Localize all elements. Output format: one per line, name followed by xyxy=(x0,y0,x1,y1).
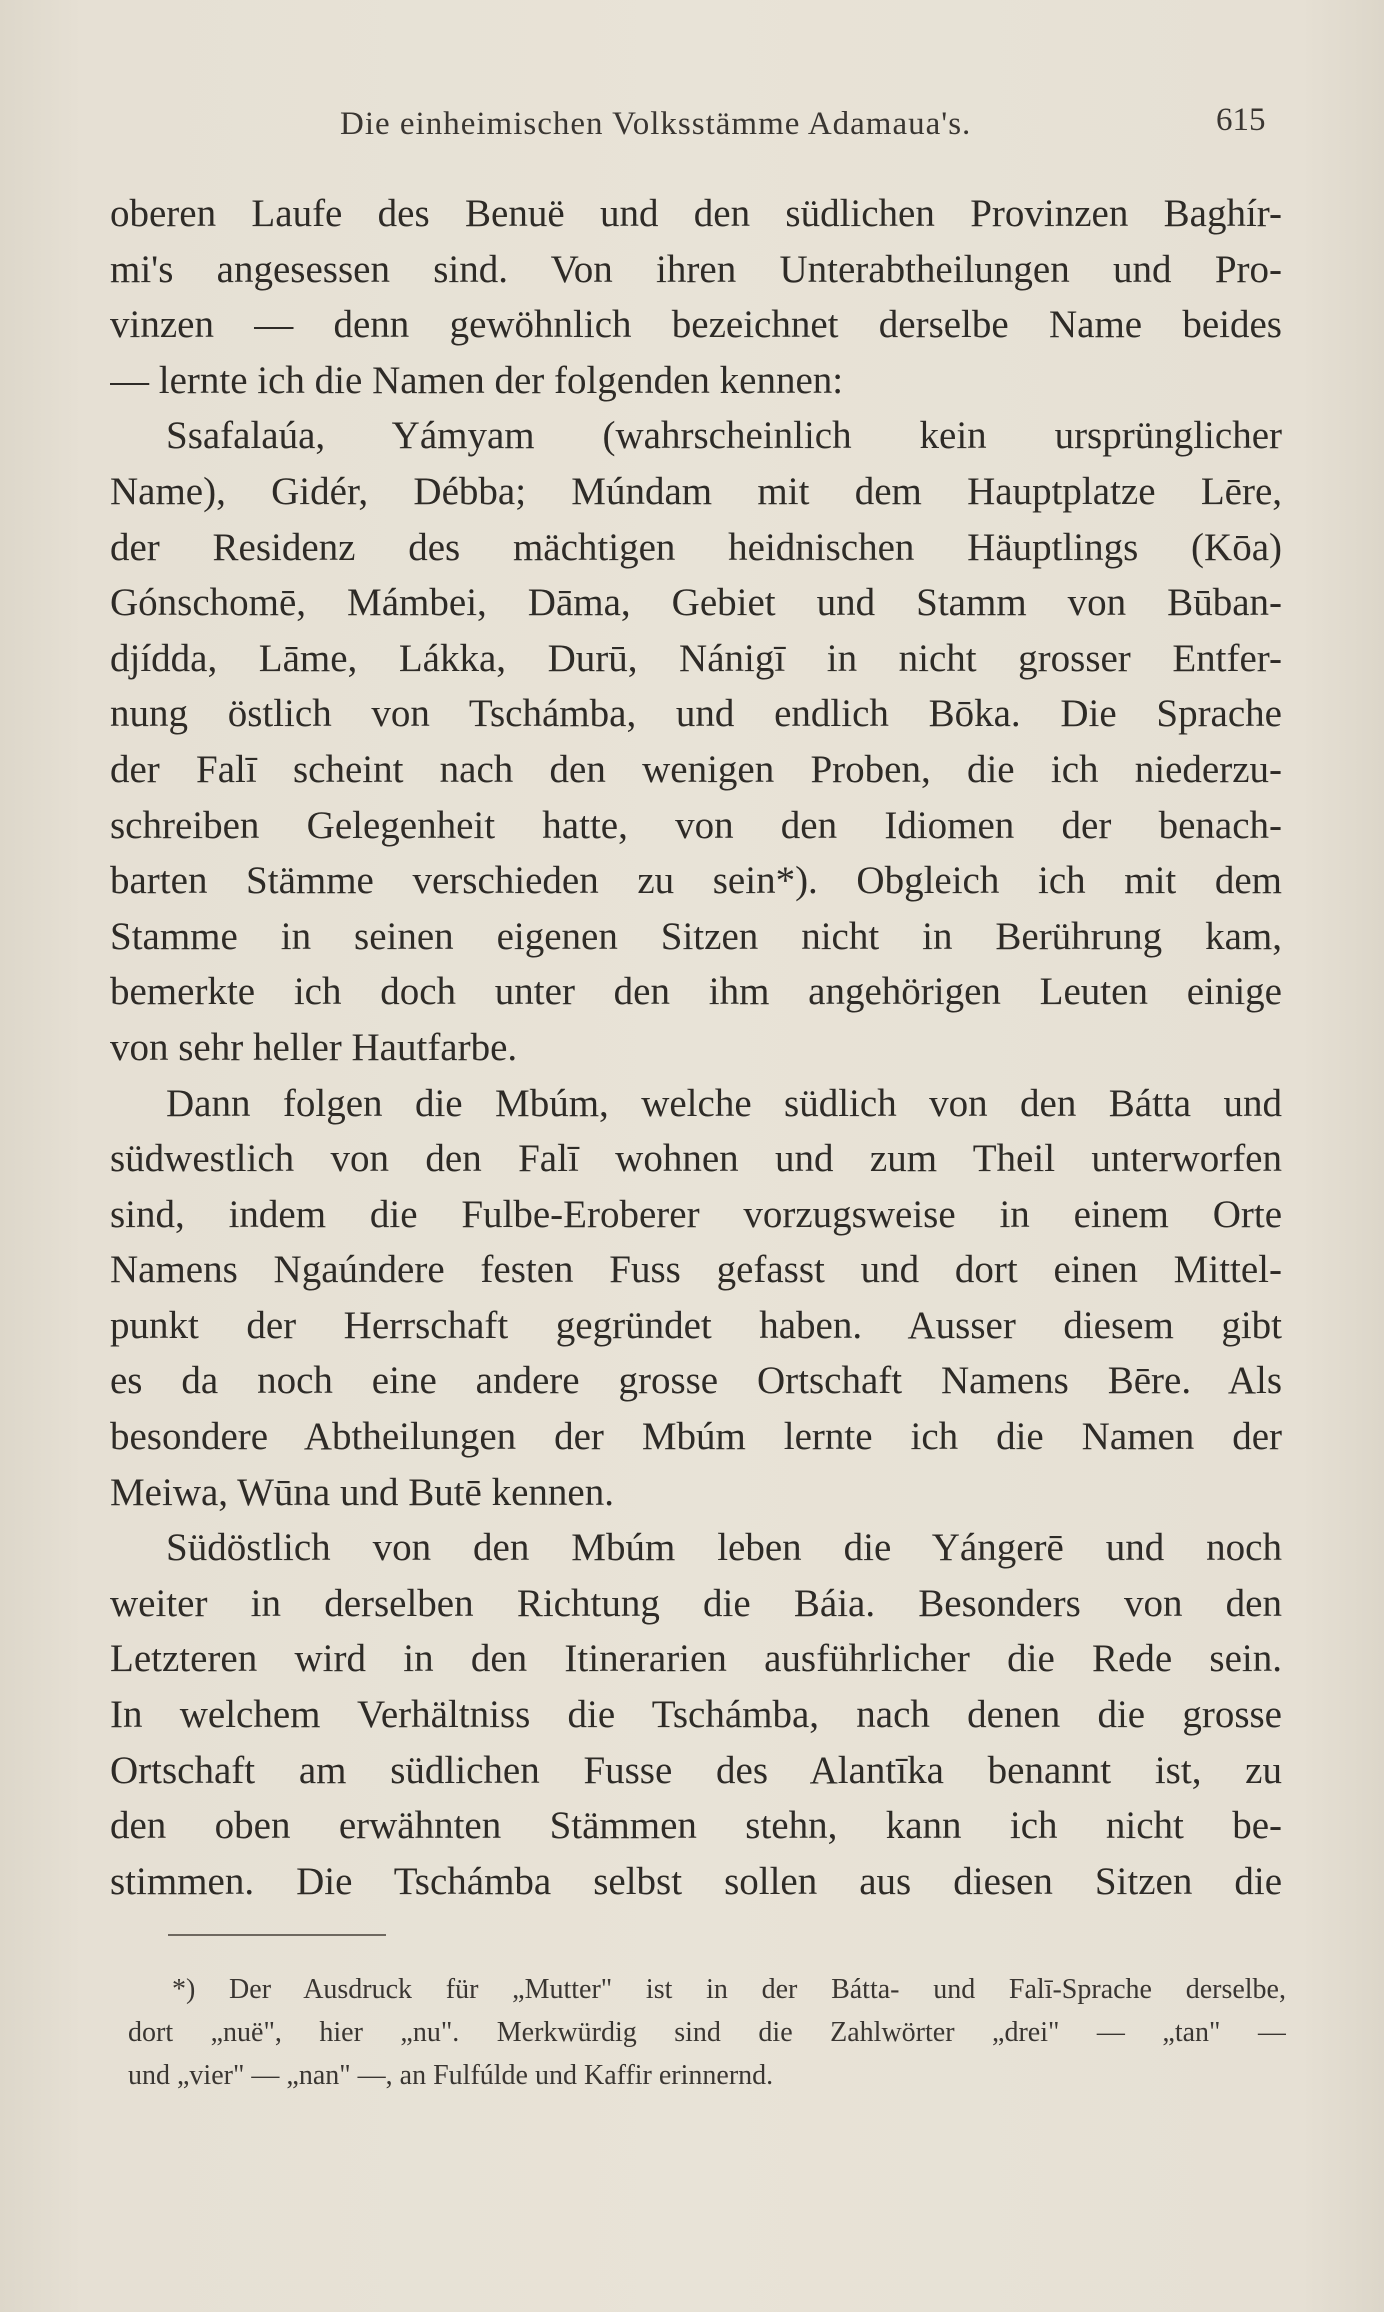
text-line: barten Stämme verschieden zu sein*). Obgleich ich mit dem xyxy=(110,859,1282,903)
text-line: In welchem Verhältniss die Tschámba, nach denen die grosse xyxy=(110,1693,1282,1737)
text-line: djídda, Lāme, Lákka, Durū, Nánigī in nicht grosser Entfer- xyxy=(110,636,1282,680)
text-line: schreiben Gelegenheit hatte, von den Idiomen der benach- xyxy=(110,803,1282,847)
text-line: besondere Abtheilungen der Mbúm lernte ich die Namen der xyxy=(110,1415,1282,1459)
text-line: Südöstlich von den Mbúm leben die Yángerē und noch xyxy=(166,1526,1282,1570)
text-line: von sehr heller Hautfarbe. xyxy=(110,1025,518,1069)
page-number: 615 xyxy=(1216,102,1266,138)
text-line: Ssafalaúa, Yámyam (wahrscheinlich kein ursprünglicher xyxy=(166,414,1282,458)
text-line: der Falī scheint nach den wenigen Proben, die ich niederzu- xyxy=(110,747,1282,791)
text-line: Stamme in seinen eigenen Sitzen nicht in Berührung kam, xyxy=(110,914,1282,958)
text-line: südwestlich von den Falī wohnen und zum Theil unterworfen xyxy=(110,1137,1282,1181)
footnote xyxy=(128,1968,1286,2097)
text-line: oberen Laufe des Benuë und den südlichen Provinzen Baghír- xyxy=(110,192,1282,235)
running-title: Die einheimischen Volksstämme Adamaua's. xyxy=(340,106,972,142)
text-line: mi's angesessen sind. Von ihren Unterabtheilungen und Pro- xyxy=(110,247,1282,291)
text-line: den oben erwähnten Stämmen stehn, kann ich nicht be- xyxy=(110,1804,1282,1848)
footnote-divider xyxy=(168,1934,386,1936)
footnote-line: *) Der Ausdruck für „Mutter" ist in der Bátta- und Falī-Sprache derselbe, xyxy=(172,1974,1286,2005)
text-line: nung östlich von Tschámba, und endlich Bōka. Die Sprache xyxy=(110,692,1282,736)
footnote-line: und „vier" — „nan" —, an Fulfúlde und Kaffir erinnernd. xyxy=(128,2060,774,2091)
text-line: Meiwa, Wūna und Butē kennen. xyxy=(110,1470,614,1514)
text-line: es da noch eine andere grosse Ortschaft Namens Bēre. Als xyxy=(110,1359,1282,1403)
footnote-line: dort „nuë", hier „nu". Merkwürdig sind die Zahlwörter „drei" — „tan" — xyxy=(128,2017,1286,2048)
body-text xyxy=(110,186,1282,1909)
text-line: bemerkte ich doch unter den ihm angehörigen Leuten einige xyxy=(110,970,1282,1014)
text-line: — lernte ich die Namen der folgenden kennen: xyxy=(110,358,844,402)
text-line: der Residenz des mächtigen heidnischen Häuptlings (Kōa) xyxy=(110,525,1282,569)
text-line: Gónschomē, Mámbei, Dāma, Gebiet und Stamm von Būban- xyxy=(110,581,1282,625)
text-line: Dann folgen die Mbúm, welche südlich von den Bátta und xyxy=(166,1081,1282,1125)
text-line: sind, indem die Fulbe-Eroberer vorzugsweise in einem Orte xyxy=(110,1192,1282,1236)
text-line: punkt der Herrschaft gegründet haben. Ausser diesem gibt xyxy=(110,1303,1282,1347)
text-line: Namens Ngaúndere festen Fuss gefasst und dort einen Mittel- xyxy=(110,1248,1282,1292)
text-line: Ortschaft am südlichen Fusse des Alantīka benannt ist, zu xyxy=(110,1748,1282,1792)
text-line: weiter in derselben Richtung die Báia. Besonders von den xyxy=(110,1581,1282,1625)
text-line: vinzen — denn gewöhnlich bezeichnet derselbe Name beides xyxy=(110,303,1282,347)
text-line: Letzteren wird in den Itinerarien ausführlicher die Rede sein. xyxy=(110,1637,1282,1681)
text-line: stimmen. Die Tschámba selbst sollen aus diesen Sitzen die xyxy=(110,1859,1282,1903)
text-line: Name), Gidér, Débba; Múndam mit dem Hauptplatze Lēre, xyxy=(110,469,1282,513)
